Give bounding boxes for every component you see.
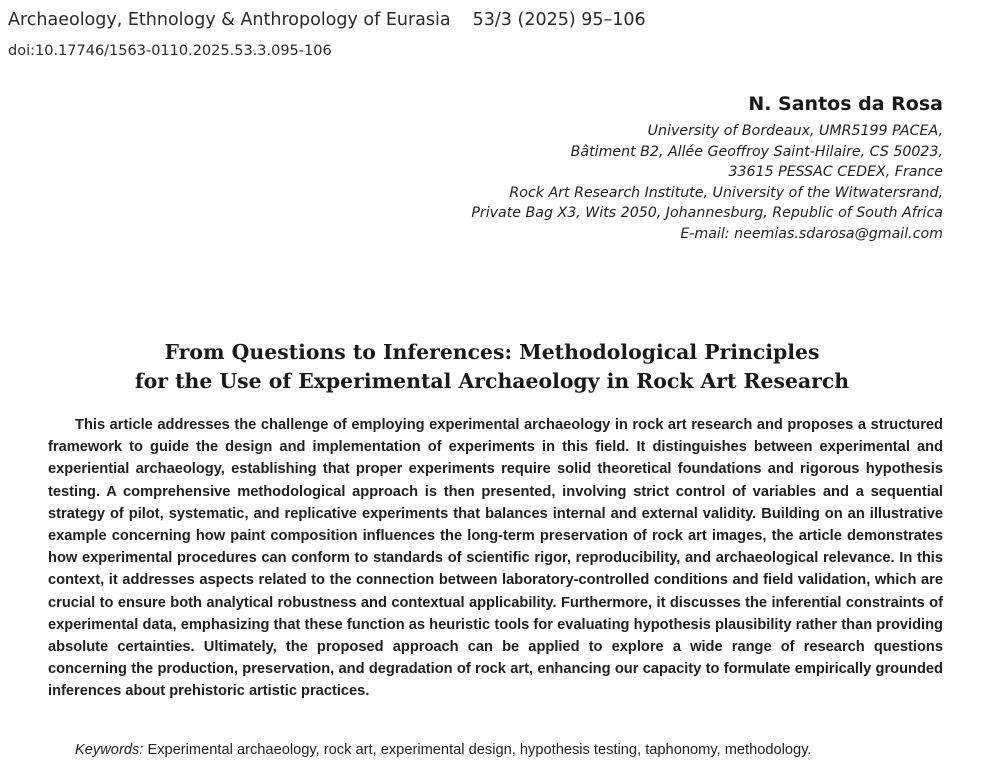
affiliation-line: Rock Art Research Institute, University of the Witwatersrand, xyxy=(509,184,943,201)
author-name: N. Santos da Rosa xyxy=(748,93,943,115)
author-block xyxy=(471,93,943,244)
affiliation-line: Private Bag X3, Wits 2050, Johannesburg, Republic of South Africa xyxy=(471,205,943,221)
journal-title: Archaeology, Ethnology & Anthropology of Eurasia xyxy=(8,10,451,30)
affiliation-line: 33615 PESSAC CEDEX, France xyxy=(728,164,943,180)
title-line-2: for the Use of Experimental Archaeology in Rock Art Research xyxy=(134,369,850,393)
abstract: This article addresses the challenge of employing experimental archaeology in rock art research and proposes a structured framework to guide the design and implementation of experiments in this field. It distinguishes between experimental and experiential archaeology, establishing that proper experiments require solid theoretical foundations and rigorous hypothesis testing. A comprehensive methodological approach is then presented, involving strict control of variables and a sequential strategy of pilot, systematic, and replicative experiments that balances internal and external validity. Building on an illustrative example concerning how paint composition influences the long-term preservation of rock art images, the article demonstrates how experimental procedures can conform to standards of scientific rigor, reproducibility, and archaeological relevance. In this context, it addresses aspects related to the connection between laboratory-controlled conditions and field validation, which are crucial to ensure both analytical robustness and contextual applicability. Furthermore, it discusses the inferential constraints of experimental data, emphasizing that these function as heuristic tools for evaluating hypothesis plausibility rather than providing absolute certainties. Ultimately, the proposed approach can be applied to explore a wide range of research questions concerning the production, preservation, and degradation of rock art, enhancing our capacity to formulate empirically grounded inferences about prehistoric artistic practices. xyxy=(48,417,943,700)
article-title xyxy=(0,338,984,396)
keywords-label: Keywords: xyxy=(75,742,144,758)
journal-header xyxy=(8,10,646,30)
affiliation-line: Bâtiment B2, Allée Geoffroy Saint-Hilaire, CS 50023, xyxy=(570,143,943,160)
keywords-text: Experimental archaeology, rock art, experimental design, hypothesis testing, taphonomy, methodology. xyxy=(147,742,812,758)
journal-issue: 53/3 (2025) 95–106 xyxy=(472,10,646,30)
doi: doi:10.17746/1563-0110.2025.53.3.095-106 xyxy=(8,43,332,59)
keywords xyxy=(48,739,943,761)
affiliation-line: University of Bordeaux, UMR5199 PACEA, xyxy=(647,123,943,139)
author-email: E-mail: neemias.sdarosa@gmail.com xyxy=(680,225,943,242)
title-line-1: From Questions to Inferences: Methodological Principles xyxy=(164,340,820,364)
